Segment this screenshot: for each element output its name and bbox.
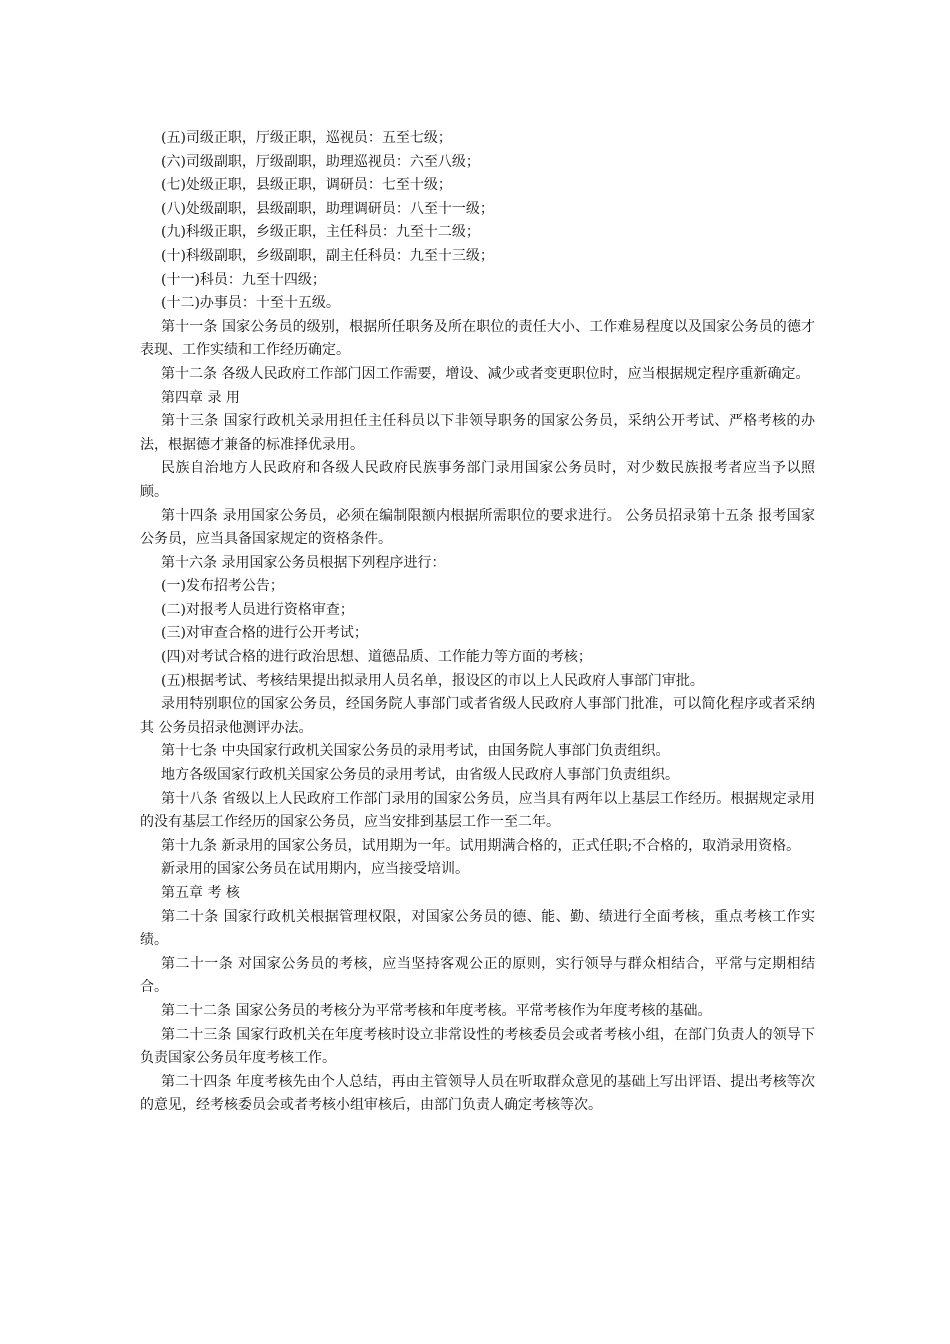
article-19: 第十九条 新录用的国家公务员，试用期为一年。试用期满合格的，正式任职;不合格的，取消录用资格。	[161, 837, 801, 854]
article-14-15: 第十四条 录用国家公务员，必须在编制限额内根据所需职位的要求进行。 公务员招录第十五条 报考国家公务员，应当具备国家规定的资格条件。	[140, 507, 815, 548]
document-body	[140, 127, 815, 1118]
list-item-9: (九)科级正职，乡级正职，主任科员：九至十二级；	[161, 224, 480, 241]
procedure-item-2: (二)对报考人员进行资格审查；	[161, 601, 354, 618]
article-23: 第二十三条 国家行政机关在年度考核时设立非常设性的考核委员会或者考核小组，在部门负责人的领导下负责国家公务员年度考核工作。	[140, 1026, 815, 1067]
article-22: 第二十二条 国家公务员的考核分为平常考核和年度考核。平常考核作为年度考核的基础。	[161, 1002, 712, 1019]
article-16: 第十六条 录用国家公务员根据下列程序进行：	[161, 554, 446, 571]
procedure-item-4: (四)对考试合格的进行政治思想、道德品质、工作能力等方面的考核；	[161, 649, 592, 666]
list-item-5: (五)司级正职，厅级正职，巡视员：五至七级；	[161, 130, 452, 146]
list-item-11: (十一)科员：九至十四级；	[161, 271, 326, 288]
procedure-item-1: (一)发布招考公告；	[161, 578, 284, 595]
article-11: 第十一条 国家公务员的级别，根据所任职务及所在职位的责任大小、工作难易程度以及国家公务员的德才表现、工作实绩和工作经历确定。	[140, 318, 815, 359]
list-item-7: (七)处级正职，县级正职，调研员：七至十级；	[161, 177, 452, 194]
article-20: 第二十条 国家行政机关根据管理权限，对国家公务员的德、能、勤、绩进行全面考核，重点考核工作实绩。	[140, 908, 815, 949]
chapter-heading-4: 第四章 录 用	[161, 389, 240, 406]
article-12: 第十二条 各级人民政府工作部门因工作需要，增设、减少或者变更职位时，应当根据规定程序重新确定。	[161, 365, 810, 382]
article-13-paragraph-2: 民族自治地方人民政府和各级人民政府民族事务部门录用国家公务员时，对少数民族报考者应当予以照顾。	[140, 460, 815, 500]
list-item-6: (六)司级副职，厅级副职，助理巡视员：六至八级；	[161, 153, 480, 170]
list-item-8: (八)处级副职，县级副职，助理调研员：八至十一级；	[161, 200, 494, 217]
article-24: 第二十四条 年度考核先由个人总结，再由主管领导人员在听取群众意见的基础上写出评语、提出考核等次的意见，经考核委员会或者考核小组审核后，由部门负责人确定考核等次。	[140, 1073, 815, 1114]
article-19-paragraph-2: 新录用的国家公务员在试用期内，应当接受培训。	[161, 861, 469, 878]
article-13: 第十三条 国家行政机关录用担任主任科员以下非领导职务的国家公务员，采纳公开考试、严格考核的办法，根据德才兼备的标准择优录用。	[140, 413, 815, 453]
article-17-paragraph-2: 地方各级国家行政机关国家公务员的录用考试，由省级人民政府人事部门负责组织。	[161, 767, 679, 784]
list-item-10: (十)科级副职，乡级副职，副主任科员：九至十三级；	[161, 247, 494, 264]
chapter-heading-5: 第五章 考 核	[161, 885, 240, 901]
article-18: 第十八条 省级以上人民政府工作部门录用的国家公务员，应当具有两年以上基层工作经历。根据规定录用的没有基层工作经历的国家公务员，应当安排到基层工作一至二年。	[140, 790, 815, 831]
article-17: 第十七条 中央国家行政机关国家公务员的录用考试，由国务院人事部门负责组织。	[161, 743, 670, 760]
procedure-item-5: (五)根据考试、考核结果提出拟录用人员名单，报设区的市以上人民政府人事部门审批。	[161, 672, 704, 689]
article-21: 第二十一条 对国家公务员的考核，应当坚持客观公正的原则，实行领导与群众相结合，平常与定期相结合。	[140, 955, 815, 996]
list-item-12: (十二)办事员：十至十五级。	[161, 295, 340, 312]
procedure-item-3: (三)对审查合格的进行公开考试；	[161, 625, 368, 642]
article-16-paragraph-2: 录用特别职位的国家公务员，经国务院人事部门或者省级人民政府人事部门批准，可以简化程序或者采纳其 公务员招录他测评办法。	[140, 696, 815, 736]
